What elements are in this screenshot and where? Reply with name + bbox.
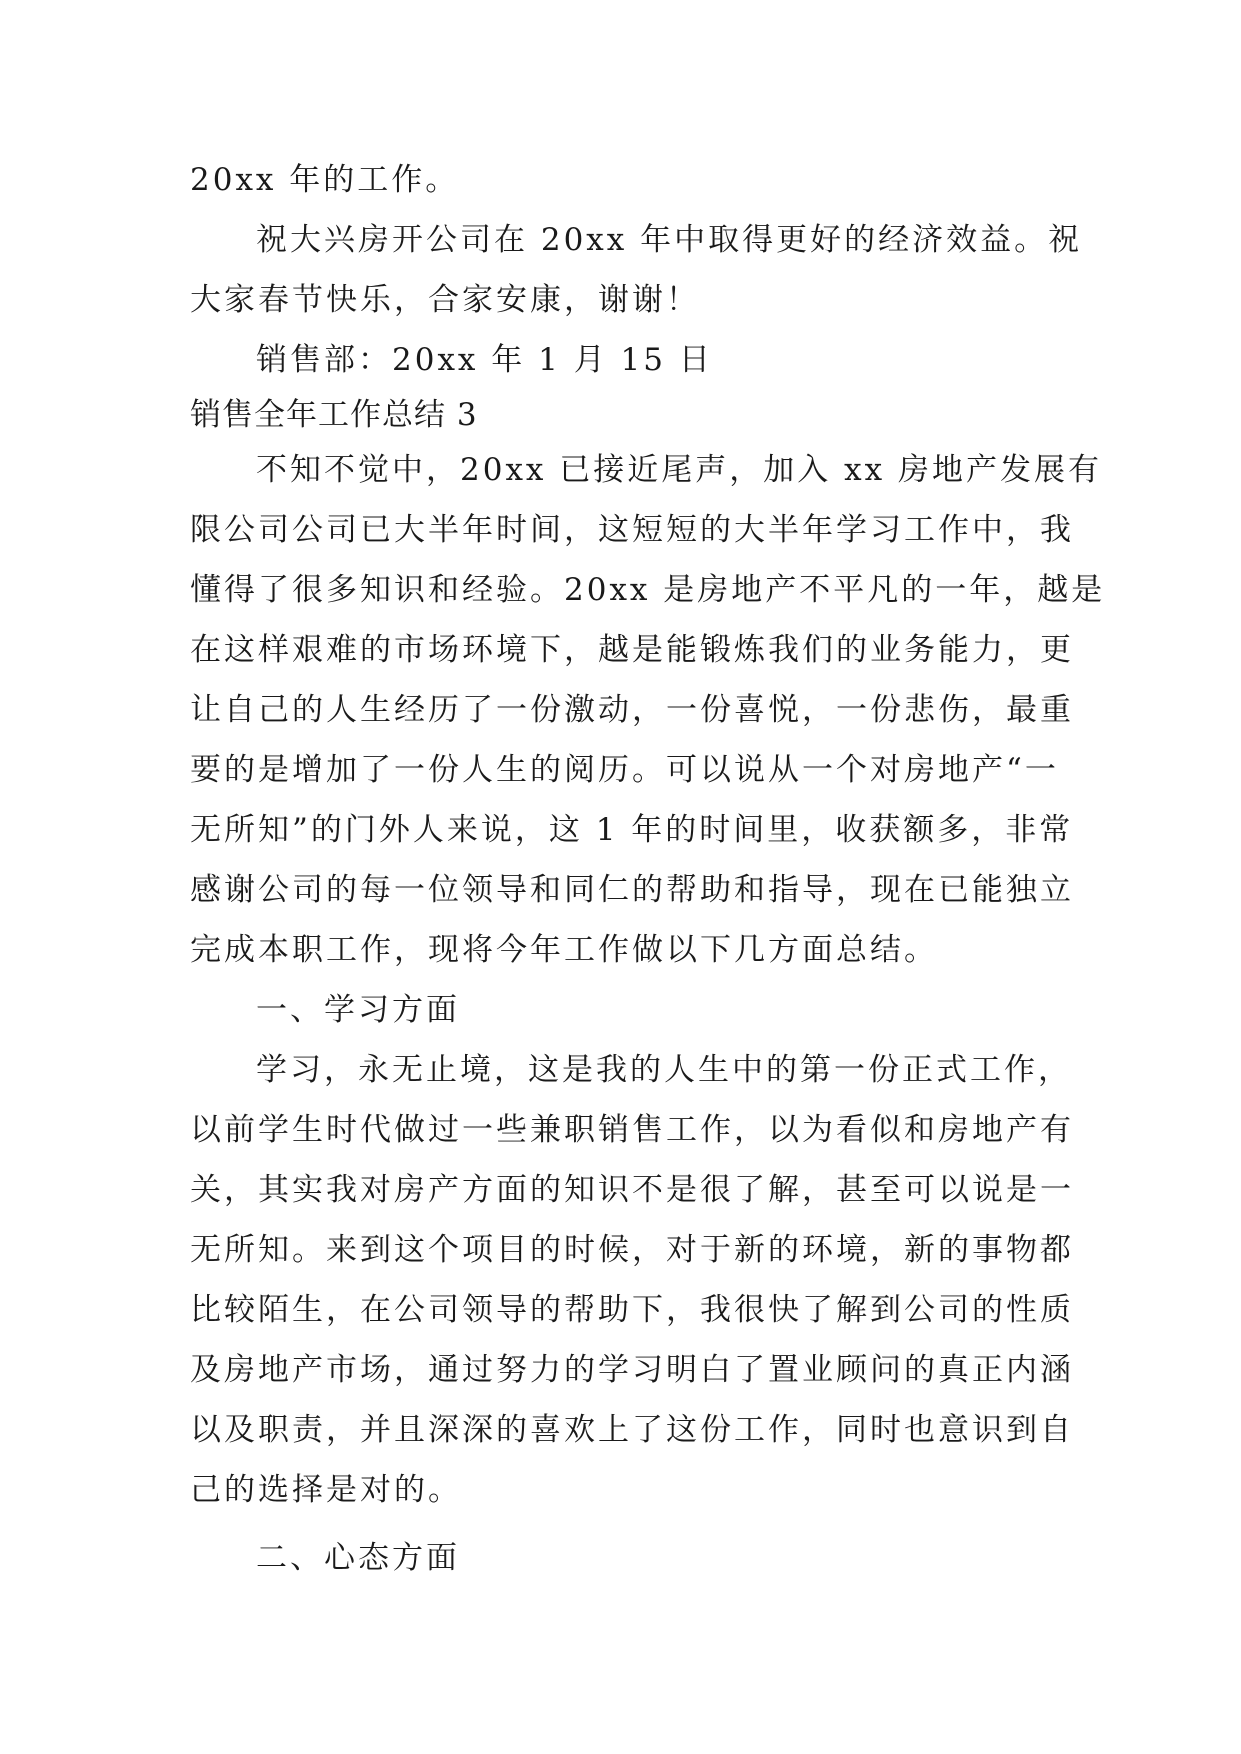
paragraph-line: 比较陌生，在公司领导的帮助下，我很快了解到公司的性质 bbox=[190, 1292, 1074, 1328]
paragraph-line: 及房地产市场，通过努力的学习明白了置业顾问的真正内涵 bbox=[190, 1352, 1074, 1388]
subsection-heading: 二、心态方面 bbox=[256, 1540, 460, 1576]
subsection-heading: 一、学习方面 bbox=[256, 992, 460, 1028]
paragraph-line: 祝大兴房开公司在 20xx 年中取得更好的经济效益。祝 bbox=[256, 222, 1083, 258]
paragraph-line: 以及职责，并且深深的喜欢上了这份工作，同时也意识到自 bbox=[190, 1412, 1074, 1448]
paragraph-line: 大家春节快乐，合家安康，谢谢！ bbox=[190, 282, 700, 318]
signature-line: 销售部：20xx 年 1 月 15 日 bbox=[256, 342, 713, 378]
paragraph-line: 在这样艰难的市场环境下，越是能锻炼我们的业务能力，更 bbox=[190, 632, 1074, 668]
paragraph-line: 无所知。来到这个项目的时候，对于新的环境，新的事物都 bbox=[190, 1232, 1074, 1268]
paragraph-line: 以前学生时代做过一些兼职销售工作，以为看似和房地产有 bbox=[190, 1112, 1074, 1148]
paragraph-line: 20xx 年的工作。 bbox=[190, 162, 460, 198]
paragraph-line: 限公司公司已大半年时间，这短短的大半年学习工作中，我 bbox=[190, 512, 1074, 548]
paragraph-line: 让自己的人生经历了一份激动，一份喜悦，一份悲伤，最重 bbox=[190, 692, 1074, 728]
paragraph-line: 感谢公司的每一位领导和同仁的帮助和指导，现在已能独立 bbox=[190, 872, 1074, 908]
paragraph-line: 完成本职工作，现将今年工作做以下几方面总结。 bbox=[190, 932, 938, 968]
document-body bbox=[190, 150, 1106, 1588]
paragraph-line: 懂得了很多知识和经验。20xx 是房地产不平凡的一年，越是 bbox=[190, 572, 1106, 608]
paragraph-line: 关，其实我对房产方面的知识不是很了解，甚至可以说是一 bbox=[190, 1172, 1074, 1208]
paragraph-line: 要的是增加了一份人生的阅历。可以说从一个对房地产“一 bbox=[190, 752, 1059, 788]
section-title: 销售全年工作总结 3 bbox=[190, 397, 478, 433]
paragraph-line: 无所知”的门外人来说，这 1 年的时间里，收获额多，非常 bbox=[190, 812, 1074, 848]
paragraph-line: 学习，永无止境，这是我的人生中的第一份正式工作， bbox=[256, 1052, 1072, 1088]
paragraph-line: 不知不觉中，20xx 已接近尾声，加入 xx 房地产发展有 bbox=[256, 452, 1102, 488]
paragraph-line: 己的选择是对的。 bbox=[190, 1472, 462, 1508]
